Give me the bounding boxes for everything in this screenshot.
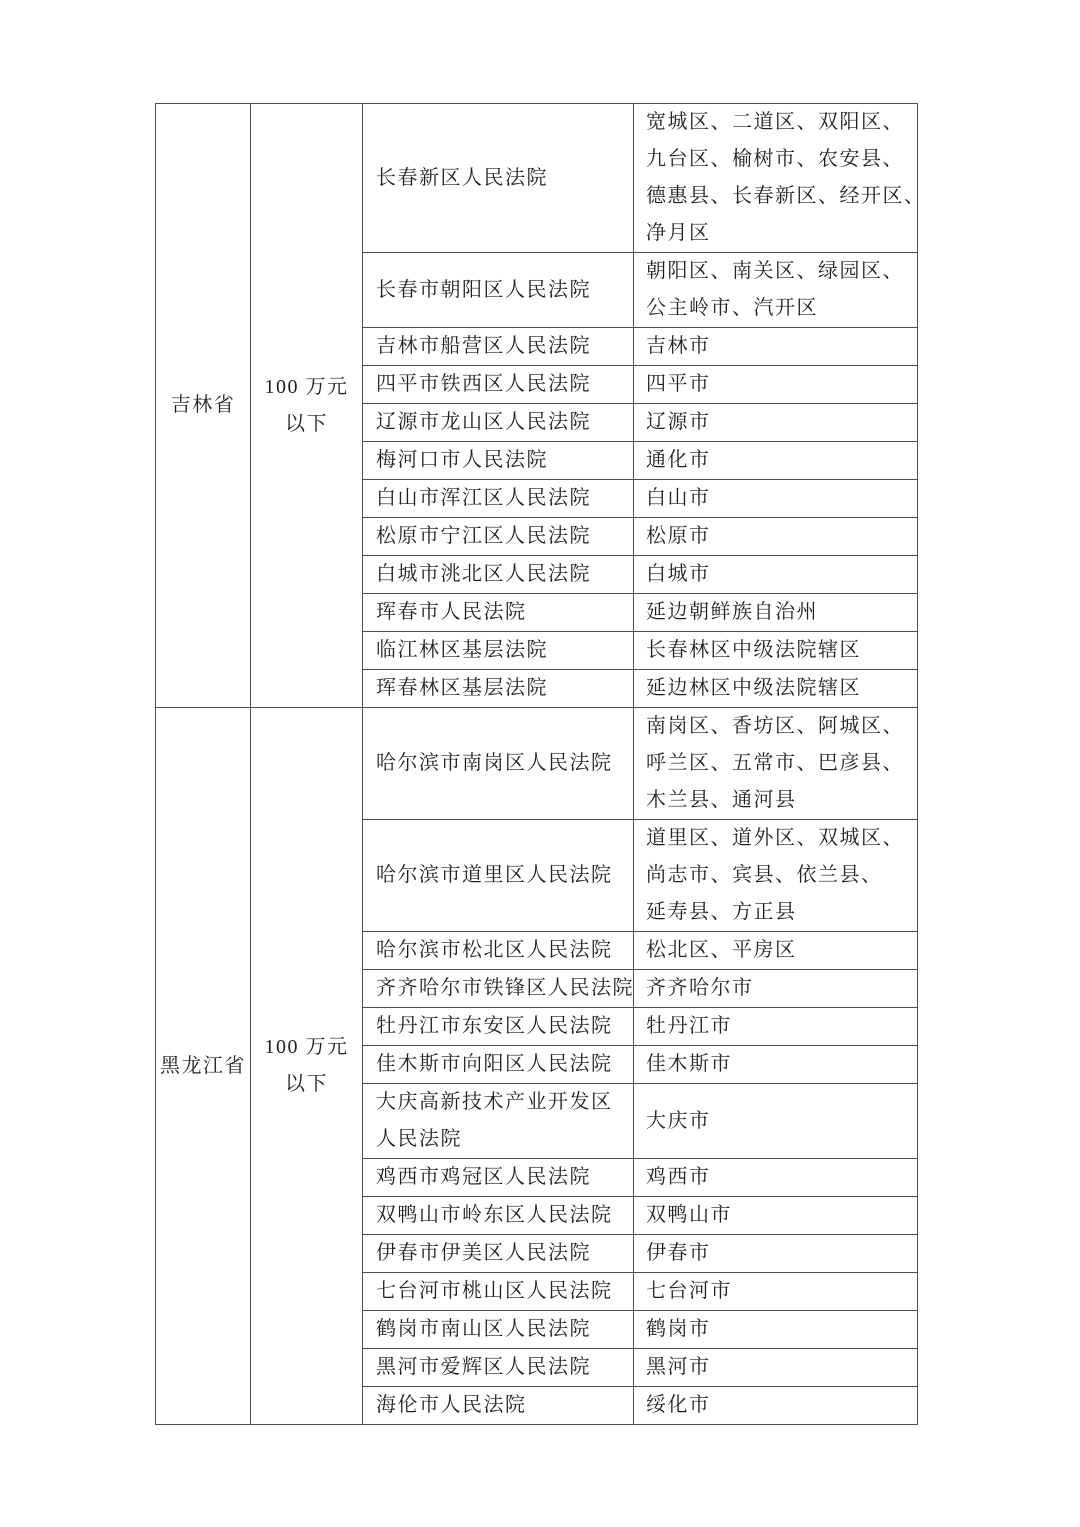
jurisdiction-cell xyxy=(634,104,926,253)
jurisdiction-cell xyxy=(634,1008,918,1046)
jurisdiction-line: 松原市 xyxy=(646,525,711,547)
amount-line: 以下 xyxy=(285,1073,328,1095)
jurisdiction-line: 延边林区中级法院辖区 xyxy=(646,677,861,699)
court-table-body xyxy=(156,104,926,1425)
court-name-line: 白山市浑江区人民法院 xyxy=(376,487,591,509)
jurisdiction-cell xyxy=(634,1084,918,1159)
jurisdiction-cell xyxy=(634,1273,918,1311)
jurisdiction-cell xyxy=(634,1387,918,1425)
jurisdiction-line: 净月区 xyxy=(646,222,711,244)
jurisdiction-line: 朝阳区、南关区、绿园区、 xyxy=(646,260,904,282)
court-name-line: 哈尔滨市南岗区人民法院 xyxy=(376,752,613,774)
court-cell xyxy=(363,366,634,404)
jurisdiction-cell xyxy=(634,518,918,556)
jurisdiction-line: 四平市 xyxy=(646,373,711,395)
jurisdiction-cell xyxy=(634,1197,918,1235)
amount-line: 100 万元 xyxy=(264,1036,349,1058)
jurisdiction-line: 松北区、平房区 xyxy=(646,939,797,961)
court-name-line: 黑河市爱辉区人民法院 xyxy=(376,1356,591,1378)
amount-threshold-cell xyxy=(251,708,363,1425)
jurisdiction-line: 绥化市 xyxy=(646,1394,711,1416)
jurisdiction-line: 大庆市 xyxy=(646,1109,711,1132)
court-cell xyxy=(363,1235,634,1273)
court-name-line: 吉林市船营区人民法院 xyxy=(376,335,591,357)
jurisdiction-cell xyxy=(634,366,918,404)
jurisdiction-cell xyxy=(634,442,918,480)
court-name-line: 牡丹江市东安区人民法院 xyxy=(376,1015,613,1037)
table-row xyxy=(156,104,918,253)
jurisdiction-cell xyxy=(634,404,918,442)
court-name-line: 临江林区基层法院 xyxy=(376,639,548,661)
jurisdiction-cell xyxy=(634,632,918,670)
court-cell xyxy=(363,1387,634,1425)
jurisdiction-line: 宽城区、二道区、双阳区、 xyxy=(646,111,904,133)
court-cell xyxy=(363,1008,634,1046)
court-cell xyxy=(363,1046,634,1084)
jurisdiction-cell xyxy=(634,1349,918,1387)
jurisdiction-line: 伊春市 xyxy=(646,1242,711,1264)
court-cell xyxy=(363,932,634,970)
court-cell xyxy=(363,1159,634,1197)
jurisdiction-line: 南岗区、香坊区、阿城区、 xyxy=(646,715,904,737)
jurisdiction-line: 七台河市 xyxy=(646,1280,732,1302)
table-row xyxy=(156,708,918,820)
court-name-line: 松原市宁江区人民法院 xyxy=(376,525,591,547)
jurisdiction-cell xyxy=(634,932,918,970)
court-name-line: 珲春林区基层法院 xyxy=(376,677,548,699)
court-name-line: 辽源市龙山区人民法院 xyxy=(376,411,591,433)
amount-threshold-cell xyxy=(251,104,363,708)
jurisdiction-line: 齐齐哈尔市 xyxy=(646,977,754,999)
jurisdiction-cell xyxy=(634,594,918,632)
court-name-line: 佳木斯市向阳区人民法院 xyxy=(376,1053,613,1075)
jurisdiction-line: 双鸭山市 xyxy=(646,1204,732,1226)
jurisdiction-cell xyxy=(634,1159,918,1197)
court-cell xyxy=(363,253,634,328)
jurisdiction-cell xyxy=(634,253,918,328)
court-name-line: 齐齐哈尔市铁锋区人民法院 xyxy=(376,977,634,999)
amount-line: 100 万元 xyxy=(264,375,349,398)
court-name-line: 珲春市人民法院 xyxy=(376,601,527,623)
jurisdiction-cell xyxy=(634,670,918,708)
jurisdiction-cell xyxy=(634,1235,918,1273)
jurisdiction-line: 鸡西市 xyxy=(646,1166,711,1188)
jurisdiction-line: 呼兰区、五常市、巴彦县、 xyxy=(646,752,904,774)
jurisdiction-cell xyxy=(634,1046,918,1084)
jurisdiction-line: 德惠县、长春新区、经开区、 xyxy=(646,185,926,207)
court-name-line: 大庆高新技术产业开发区 xyxy=(376,1091,613,1113)
court-name-line: 四平市铁西区人民法院 xyxy=(376,373,591,395)
court-name-line: 人民法院 xyxy=(376,1128,462,1150)
jurisdiction-line: 延寿县、方正县 xyxy=(646,901,797,923)
court-name-line: 鸡西市鸡冠区人民法院 xyxy=(376,1166,591,1188)
court-cell xyxy=(363,1084,634,1159)
amount-line: 以下 xyxy=(285,412,328,435)
court-cell xyxy=(363,104,634,253)
court-cell xyxy=(363,820,634,932)
jurisdiction-line: 牡丹江市 xyxy=(646,1015,732,1037)
jurisdiction-line: 黑河市 xyxy=(646,1356,711,1378)
jurisdiction-line: 九台区、榆树市、农安县、 xyxy=(646,148,904,170)
court-cell xyxy=(363,632,634,670)
jurisdiction-line: 佳木斯市 xyxy=(646,1053,732,1075)
court-name-line: 七台河市桃山区人民法院 xyxy=(376,1280,613,1302)
jurisdiction-cell xyxy=(634,820,918,932)
court-cell xyxy=(363,1311,634,1349)
jurisdiction-line: 吉林市 xyxy=(646,335,711,357)
court-name-line: 伊春市伊美区人民法院 xyxy=(376,1242,591,1264)
jurisdiction-cell xyxy=(634,480,918,518)
court-jurisdiction-table xyxy=(155,103,926,1425)
court-cell xyxy=(363,480,634,518)
court-cell xyxy=(363,1197,634,1235)
jurisdiction-cell xyxy=(634,970,918,1008)
court-name-line: 海伦市人民法院 xyxy=(376,1394,527,1416)
jurisdiction-line: 长春林区中级法院辖区 xyxy=(646,639,861,661)
court-cell xyxy=(363,518,634,556)
court-name-line: 鹤岗市南山区人民法院 xyxy=(376,1318,591,1340)
court-name-line: 梅河口市人民法院 xyxy=(376,449,548,471)
jurisdiction-line: 鹤岗市 xyxy=(646,1318,711,1340)
court-name-line: 哈尔滨市松北区人民法院 xyxy=(376,939,613,961)
jurisdiction-line: 道里区、道外区、双城区、 xyxy=(646,827,904,849)
jurisdiction-cell xyxy=(634,1311,918,1349)
court-cell xyxy=(363,1349,634,1387)
jurisdiction-line: 木兰县、通河县 xyxy=(646,789,797,811)
court-cell xyxy=(363,404,634,442)
court-cell xyxy=(363,708,634,820)
jurisdiction-line: 尚志市、宾县、依兰县、 xyxy=(646,864,883,886)
court-cell xyxy=(363,970,634,1008)
jurisdiction-cell xyxy=(634,328,918,366)
province-cell: 吉林省 xyxy=(156,104,251,708)
province-cell: 黑龙江省 xyxy=(156,708,251,1425)
jurisdiction-line: 白山市 xyxy=(646,487,711,509)
court-name-line: 哈尔滨市道里区人民法院 xyxy=(376,864,613,886)
jurisdiction-line: 白城市 xyxy=(646,563,711,585)
court-name-line: 长春市朝阳区人民法院 xyxy=(376,278,591,301)
jurisdiction-line: 通化市 xyxy=(646,449,711,471)
court-name-line: 长春新区人民法院 xyxy=(376,166,548,189)
jurisdiction-line: 延边朝鲜族自治州 xyxy=(646,601,818,623)
court-cell xyxy=(363,442,634,480)
jurisdiction-line: 辽源市 xyxy=(646,411,711,433)
court-name-line: 白城市洮北区人民法院 xyxy=(376,563,591,585)
court-cell xyxy=(363,1273,634,1311)
court-cell xyxy=(363,556,634,594)
jurisdiction-cell xyxy=(634,708,918,820)
court-cell xyxy=(363,594,634,632)
court-cell xyxy=(363,328,634,366)
court-name-line: 双鸭山市岭东区人民法院 xyxy=(376,1204,613,1226)
jurisdiction-cell xyxy=(634,556,918,594)
court-cell xyxy=(363,670,634,708)
jurisdiction-line: 公主岭市、汽开区 xyxy=(646,297,818,319)
